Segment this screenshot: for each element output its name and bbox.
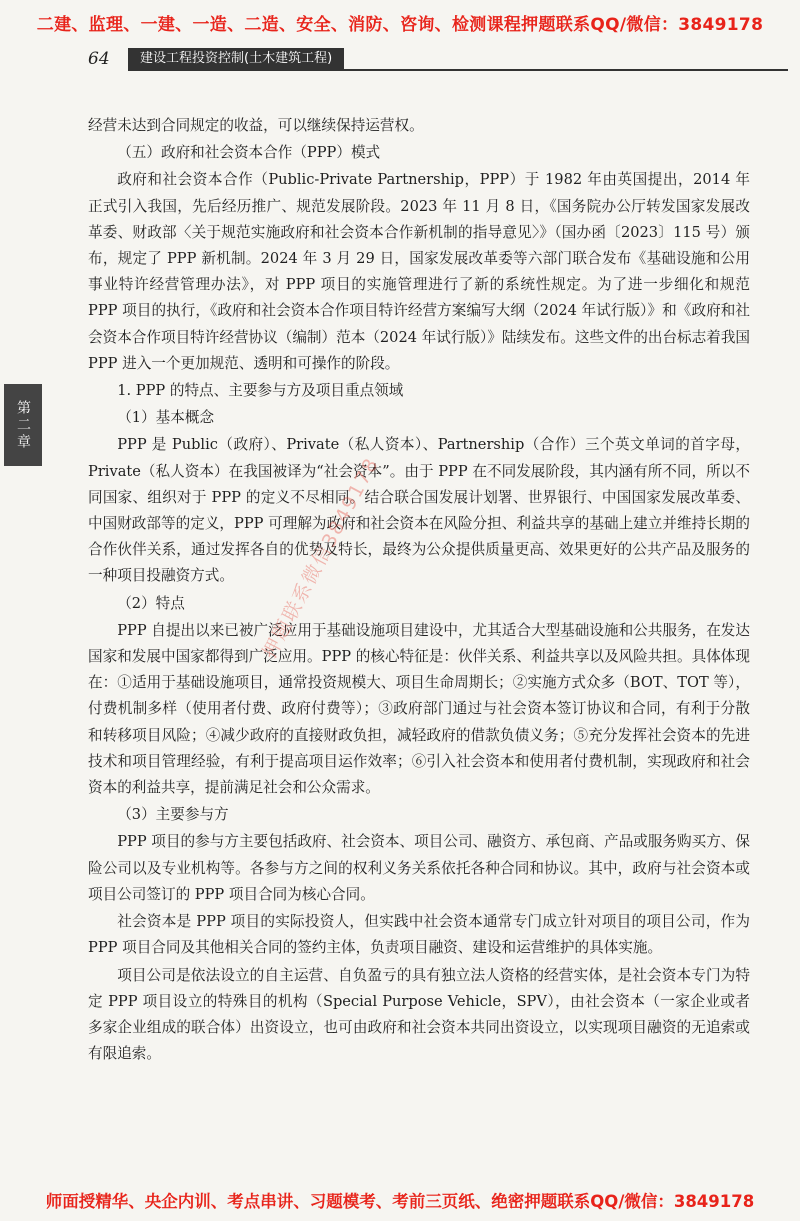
body-text	[88, 113, 750, 1067]
page-number: 64	[88, 49, 110, 69]
paragraph-social-capital: 社会资本是 PPP 项目的实际投资人，但实践中社会资本通常专门成立针对项目的项目公司，作为 PPP 项目合同及其他相关合同的签约主体，负责项目融资、建设和运营维护的具体实施。	[88, 913, 750, 957]
paragraph-ppp-intro: 政府和社会资本合作（Public-Private Partnership，PPP）于 1982 年由英国提出，2014 年正式引入我国，先后经历推广、规范发展阶段。2023 年 11 月 8 日，《国务院办公厅转发国家发展改革委、财政部〈关于规范实施政府和社会资本合作新机制的指导意见〉》（国办函〔2023〕115 号）颁布，规定了 PPP 新机制。2024 年 3 月 29 日，国家发展改革委等六部门联合发布《基础设施和公用事业特许经营管理办法》，对 PPP 项目的实施管理进行了新的系统性规定。为了进一步细化和规范 PPP 项目的执行，《政府和社会资本合作项目特许经营方案编写大纲（2024 年试行版）》和《政府和社会资本合作项目特许经营协议（编制）范本（2024 年试行版）》陆续发布。这些文件的出台标志着我国 PPP 进入一个更加规范、透明和可操作的阶段。	[88, 171, 751, 372]
header-rule	[128, 69, 788, 71]
heading-features: （2）特点	[117, 594, 185, 612]
paragraph-basic-concept: PPP 是 Public（政府）、Private（私人资本）、Partnership（合作）三个英文单词的首字母，Private（私人资本）在我国被译为“社会资本”。由于 PPP 在不同发展阶段，其内涵有所不同，所以不同国家、组织对于 PPP 的定义不尽相同。结合联合国发展计划署、世界银行、中国国家发展改革委、中国财政部等的定义，PPP 可理解为政府和社会资本在风险分担、利益共享的基础上建立并维持长期的合作伙伴关系，通过发挥各自的优势及特长，最终为公众提供质量更高、效果更好的公共产品及服务的一种项目投融资方式。	[88, 436, 750, 585]
heading-participants: （3）主要参与方	[117, 806, 229, 824]
subsection-heading-1: 1. PPP 的特点、主要参与方及项目重点领域	[117, 382, 404, 400]
watermark: 押题联系微信3849178	[258, 453, 384, 663]
promo-banner-bottom: 师面授精华、央企内训、考点串讲、习题模考、考前三页纸、绝密押题联系QQ/微信：3849178	[45, 1192, 755, 1211]
paragraph-project-company: 项目公司是依法设立的自主运营、自负盈亏的具有独立法人资格的经营实体，是社会资本专门为特定 PPP 项目设立的特殊目的机构（Special Purpose Vehicle，SPV），由社会资本（一家企业或者多家企业组成的联合体）出资设立，也可由政府和社会资本共同出资设立，以实现项目融资的无追索或有限追索。	[88, 966, 750, 1063]
page-header	[88, 46, 788, 72]
paragraph-continuation: 经营未达到合同规定的收益，可以继续保持运营权。	[88, 117, 424, 134]
chapter-tab: 第二章	[4, 384, 42, 466]
book-title: 建设工程投资控制(土木建筑工程)	[128, 48, 344, 70]
promo-banner-top: 二建、监理、一建、一造、二造、安全、消防、咨询、检测课程押题联系QQ/微信：3849178	[36, 15, 764, 35]
paragraph-features: PPP 自提出以来已被广泛应用于基础设施项目建设中，尤其适合大型基础设施和公共服务，在发达国家和发展中国家都得到广泛应用。PPP 的核心特征是：伙伴关系、利益共享以及风险共担。具体体现在：①适用于基础设施项目，通常投资规模大、项目生命周期长；②实施方式众多（BOT、TOT 等），付费机制多样（使用者付费、政府付费等）；③政府部门通过与社会资本签订协议和合同，有利于分散和转移项目风险；④减少政府的直接财政负担，减轻政府的借款负债义务；⑤充分发挥社会资本的先进技术和项目管理经验，有利于提高项目运作效率；⑥引入社会资本和使用者付费机制，实现政府和社会资本的利益共享，提前满足社会和公众需求。	[88, 621, 750, 797]
section-heading-ppp: （五）政府和社会资本合作（PPP）模式	[117, 144, 381, 162]
paragraph-participants: PPP 项目的参与方主要包括政府、社会资本、项目公司、融资方、承包商、产品或服务购买方、保险公司以及专业机构等。各参与方之间的权利义务关系依托各种合同和协议。其中，政府与社会资本或项目公司签订的 PPP 项目合同为核心合同。	[88, 833, 750, 903]
heading-basic-concept: （1）基本概念	[117, 409, 215, 427]
